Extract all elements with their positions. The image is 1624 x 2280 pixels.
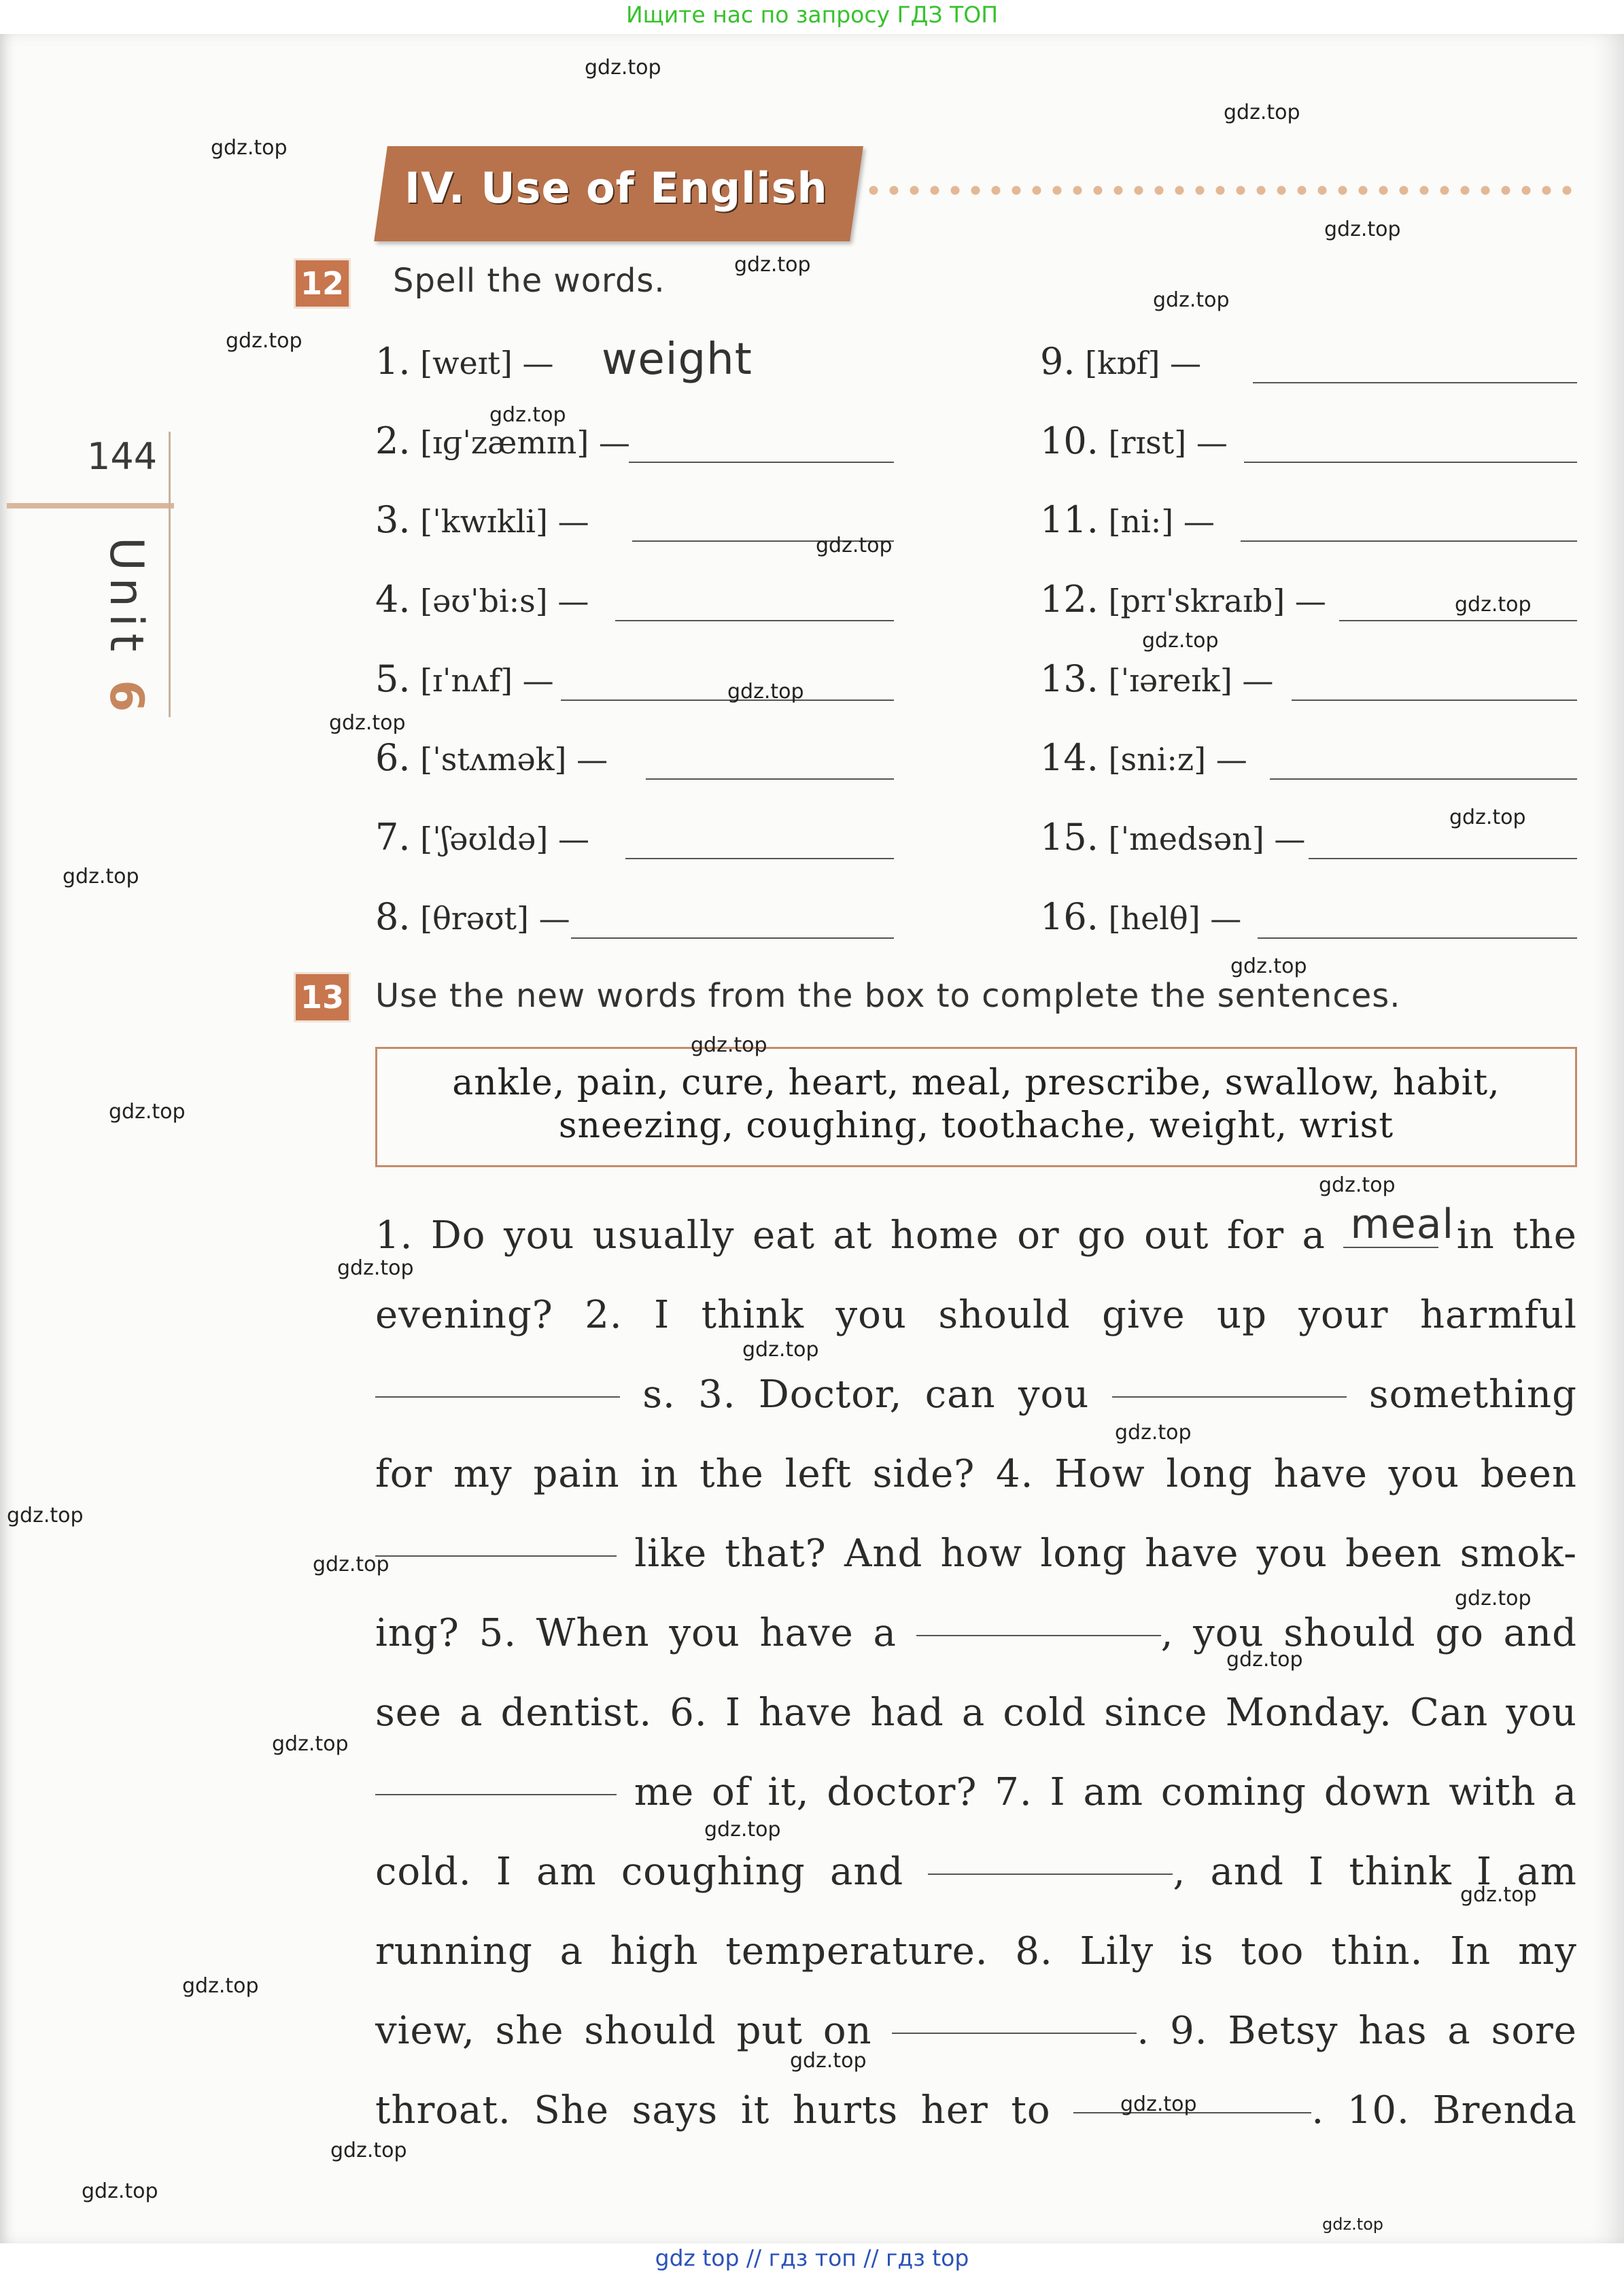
sentence-word: high <box>610 1929 699 1973</box>
sentence-word: to <box>1011 2088 1051 2132</box>
sentence-word: I <box>496 1850 512 1894</box>
answer-blank[interactable] <box>375 1555 617 1557</box>
spell-answer-blank[interactable] <box>571 937 894 939</box>
sentence-word: for <box>375 1452 433 1496</box>
spell-item-number: 10. <box>1040 419 1099 462</box>
sentence-line <box>375 1196 1577 1258</box>
sentence-line <box>375 1992 1577 2053</box>
watermark-text: gdz.top <box>1230 954 1307 978</box>
exercise-12-badge: 12 <box>294 258 351 309</box>
watermark-text: gdz.top <box>313 1553 390 1576</box>
sentence-line <box>375 1594 1577 1655</box>
sentence-word: have <box>1145 1532 1239 1576</box>
sentence-word: you <box>835 1293 907 1337</box>
spell-item-dash: — <box>1215 741 1247 778</box>
sentence-word: a <box>559 1929 583 1973</box>
spell-item-dash: — <box>557 503 589 540</box>
spell-answer-blank[interactable] <box>1258 937 1577 939</box>
sentence-word: go <box>1435 1611 1484 1655</box>
sentence-word: me <box>634 1770 695 1814</box>
sentence-word: 2. <box>585 1293 623 1337</box>
sentence-word: 5. <box>479 1611 517 1655</box>
spell-item-dash: — <box>522 662 554 699</box>
spell-item <box>1040 657 1624 725</box>
sentence-word: coming <box>1160 1770 1307 1814</box>
spell-item-number: 3. <box>375 498 411 541</box>
sentence-word: eat <box>752 1213 815 1258</box>
spell-item-transcription: [weɪt] <box>410 345 523 381</box>
spell-item <box>375 578 987 646</box>
spell-item <box>375 816 987 884</box>
sentence-word: 10. <box>1347 2088 1410 2132</box>
sentence-word: think <box>1349 1850 1452 1894</box>
spell-item-transcription: [ˈmedsən] <box>1098 821 1275 857</box>
watermark-text: gdz.top <box>226 329 303 353</box>
sentence-word: should <box>938 1293 1071 1337</box>
sentence-word: should <box>1283 1611 1416 1655</box>
spell-item-dash: — <box>1170 345 1202 381</box>
margin-divider <box>169 432 171 717</box>
answer-blank[interactable] <box>928 1873 1173 1875</box>
spell-answer-blank[interactable] <box>1270 778 1577 780</box>
sentence-line <box>375 1833 1577 1894</box>
sentence-blank-group <box>928 1850 1186 1894</box>
sentence-word: it, <box>767 1770 810 1814</box>
spell-answer-blank[interactable] <box>1292 699 1577 701</box>
sentence-word: go <box>1077 1213 1126 1258</box>
sentence-word: harmful <box>1419 1293 1577 1337</box>
sentence-word: Do <box>430 1213 486 1258</box>
spell-item-dash: — <box>557 821 589 857</box>
margin-rule <box>7 503 174 508</box>
spell-item-dash: — <box>1196 424 1228 461</box>
spell-item-dash: — <box>576 741 608 778</box>
spell-item <box>375 895 987 963</box>
sentence-word: you <box>1018 1372 1090 1417</box>
unit-number: 6 <box>99 680 153 719</box>
sentence-word: running <box>375 1929 533 1973</box>
unit-word: Unit <box>99 537 153 659</box>
watermark-text: gdz.top <box>704 1818 781 1842</box>
spell-answer-blank[interactable] <box>1309 858 1577 859</box>
sentence-line <box>375 1515 1577 1576</box>
sentence-word: long <box>1040 1532 1127 1576</box>
watermark-text: gdz.top <box>337 1256 414 1280</box>
sentence-word: I <box>654 1293 670 1337</box>
sentence-word: her <box>920 2088 988 2132</box>
sentence-line <box>375 2071 1577 2132</box>
sentence-word: at <box>833 1213 873 1258</box>
sentence-word: I <box>725 1691 741 1735</box>
spell-item-dash: — <box>538 900 570 937</box>
sentence-word: of <box>712 1770 750 1814</box>
sentence-word: doctor? <box>827 1770 978 1814</box>
sentence-word: you <box>1388 1452 1460 1496</box>
spell-item <box>1040 736 1624 804</box>
watermark-text: gdz.top <box>585 56 661 80</box>
sentence-word: out <box>1144 1213 1209 1258</box>
sentence-word: the <box>699 1452 764 1496</box>
sentence-word: usually <box>592 1213 735 1258</box>
sentence-word: s. <box>642 1372 676 1417</box>
sentence-blank-group <box>892 2009 1150 2053</box>
sentence-word: view, <box>375 2009 475 2053</box>
sentence-word: see <box>375 1691 443 1735</box>
sentence-word: been <box>1345 1532 1442 1576</box>
page-number: 144 <box>87 435 158 478</box>
spell-item <box>375 736 987 804</box>
sentence-word: the <box>1513 1213 1577 1258</box>
watermark-text: gdz.top <box>790 2049 867 2073</box>
spell-item-number: 6. <box>375 736 411 779</box>
sentence-word: have <box>759 1691 853 1735</box>
spell-item-transcription: [prɪˈskraɪb] <box>1098 583 1295 619</box>
sentence-word: side? <box>872 1452 975 1496</box>
sentence-word: coughing <box>621 1850 806 1894</box>
punctuation: . <box>1137 2009 1150 2053</box>
sentence-word: says <box>632 2088 719 2132</box>
exercise-13-badge: 13 <box>294 972 351 1022</box>
spell-item-dash: — <box>1210 900 1242 937</box>
sentence-line <box>375 1355 1577 1417</box>
sentence-word: 4. <box>995 1452 1034 1496</box>
watermark-text: gdz.top <box>82 2179 158 2203</box>
spell-answer-blank[interactable] <box>646 778 894 780</box>
watermark-text: gdz.top <box>1460 1883 1537 1907</box>
watermark-text: gdz.top <box>182 1974 259 1998</box>
sentence-word: put <box>736 2009 803 2053</box>
sentence-word: I <box>1309 1850 1325 1894</box>
spell-item-number: 1. <box>375 340 411 383</box>
sentence-word: that? <box>725 1532 827 1576</box>
spell-item-number: 16. <box>1040 895 1099 938</box>
sentence-word: a <box>1302 1213 1326 1258</box>
sentence-line <box>375 1674 1577 1735</box>
spell-item-transcription: [ˈʃəʊldə] <box>410 821 558 857</box>
exercise-13-instruction: Use the new words from the box to complete the sentences. <box>375 977 1401 1015</box>
sentence-blank-group <box>916 1611 1174 1655</box>
sentence-word: When <box>536 1611 650 1655</box>
sentence-word: give <box>1102 1293 1186 1337</box>
sentence-blank-group <box>1073 2088 1324 2132</box>
sentence-word: am <box>1517 1850 1577 1894</box>
sentence-word: you <box>503 1213 575 1258</box>
sentence-word: you <box>669 1611 740 1655</box>
sentence-word: and <box>1503 1611 1577 1655</box>
spell-item-number: 11. <box>1040 498 1099 541</box>
sentence-word: And <box>844 1532 923 1576</box>
sentence-word: can <box>925 1372 996 1417</box>
sentence-line <box>375 1753 1577 1814</box>
sentence-word: ing? <box>375 1611 460 1655</box>
watermark-text: gdz.top <box>816 534 893 557</box>
watermark-text: gdz.top <box>1142 629 1219 653</box>
punctuation: , <box>1160 1611 1174 1655</box>
sentence-word: am <box>1083 1770 1144 1814</box>
sentence-word: been <box>1480 1452 1577 1496</box>
watermark-text: gdz.top <box>1115 1421 1192 1445</box>
spell-item-transcription: [sni:z] <box>1098 741 1216 778</box>
sentence-word: you <box>1506 1691 1577 1735</box>
word-box <box>375 1047 1577 1167</box>
spell-item-transcription: [ˈkwɪkli] <box>410 503 558 540</box>
spell-item-transcription: [kɒf] <box>1075 345 1171 381</box>
watermark-text: gdz.top <box>1455 593 1532 617</box>
spell-item <box>375 498 987 566</box>
sentence-word: up <box>1217 1293 1267 1337</box>
filled-answer: meal <box>1350 1201 1455 1248</box>
sentence-word: my <box>453 1452 513 1496</box>
sentence-word: sore <box>1491 2009 1577 2053</box>
spell-item-dash: — <box>557 583 589 619</box>
sentence-word: think <box>701 1293 805 1337</box>
sentence-word: evening? <box>375 1293 553 1337</box>
sentence-word: 8. <box>1015 1929 1053 1973</box>
spell-answer-blank[interactable] <box>1241 540 1577 542</box>
sentence-word: 9. <box>1170 2009 1208 2053</box>
sentence-word: your <box>1298 1293 1389 1337</box>
sentence-word: 6. <box>670 1691 708 1735</box>
sentence-word: a <box>460 1691 483 1735</box>
spell-answer[interactable]: weight <box>602 334 753 385</box>
sentence-word: dentist. <box>500 1691 653 1735</box>
punctuation: . <box>1311 2088 1325 2132</box>
exercise-12-instruction: Spell the words. <box>393 262 666 300</box>
sentence-line <box>375 1276 1577 1337</box>
spell-item-number: 15. <box>1040 816 1099 859</box>
spell-answer-blank[interactable] <box>629 462 894 463</box>
sentence-word: a <box>873 1611 897 1655</box>
sentence-word: something <box>1368 1372 1577 1417</box>
spell-item-dash: — <box>522 345 554 381</box>
watermark-text: gdz.top <box>1449 806 1526 829</box>
sentence-word: you <box>1193 1611 1264 1655</box>
sentence-word: 7. <box>995 1770 1033 1814</box>
sentence-word: pain <box>533 1452 620 1496</box>
answer-blank[interactable] <box>375 1794 617 1795</box>
spell-item-transcription: [ɪɡˈzæmɪn] <box>410 424 599 461</box>
sentence-word: my <box>1518 1929 1577 1973</box>
sentence-word: home <box>890 1213 999 1258</box>
sentence-word: temperature. <box>725 1929 988 1973</box>
spell-item-dash: — <box>1274 821 1306 857</box>
answer-blank[interactable] <box>375 1396 620 1398</box>
spell-item <box>1040 895 1624 963</box>
watermark-text: gdz.top <box>1224 101 1300 124</box>
answer-blank[interactable] <box>892 2033 1137 2034</box>
sentence-word: Can <box>1410 1691 1489 1735</box>
sentence-word: in <box>1456 1213 1495 1258</box>
word-box-line-1: ankle, pain, cure, heart, meal, prescribe, swallow, habit, <box>452 1063 1500 1103</box>
sentence-word: on <box>823 2009 872 2053</box>
sentence-word: since <box>1104 1691 1208 1735</box>
spell-item <box>1040 578 1624 646</box>
sentence-word: with <box>1449 1770 1536 1814</box>
sentence-word: Brenda <box>1432 2088 1577 2132</box>
sentence-word: she <box>495 2009 564 2053</box>
spell-item-number: 4. <box>375 578 411 621</box>
sentence-word: have <box>1273 1452 1368 1496</box>
spell-item-dash: — <box>1294 583 1326 619</box>
spell-item-transcription: [helθ] <box>1098 900 1211 937</box>
sentence-word: down <box>1324 1770 1432 1814</box>
sentence-word: hurts <box>792 2088 899 2132</box>
sentence-word: I <box>1476 1850 1493 1894</box>
sentence-word: Doctor, <box>758 1372 903 1417</box>
watermark-text: gdz.top <box>489 403 566 427</box>
sentence-word: am <box>536 1850 597 1894</box>
punctuation: , <box>1173 1850 1186 1894</box>
sentence-word: and <box>829 1850 904 1894</box>
spell-item-transcription: [ˈɪəreɪk] <box>1098 662 1243 699</box>
watermark-text: gdz.top <box>1120 2092 1197 2116</box>
spell-answer-blank[interactable] <box>1244 462 1577 463</box>
spell-item <box>1040 419 1624 487</box>
spell-item-number: 9. <box>1040 340 1075 383</box>
spell-item-transcription: [rɪst] <box>1098 424 1196 461</box>
sentence-word: for <box>1226 1213 1285 1258</box>
sentence-word: a <box>961 1691 986 1735</box>
watermark-text: gdz.top <box>7 1504 84 1527</box>
sentence-blank-group <box>1112 1372 1347 1417</box>
spell-item-number: 2. <box>375 419 411 462</box>
word-box-line-2: sneezing, coughing, toothache, weight, wrist <box>558 1105 1394 1146</box>
spell-item-number: 7. <box>375 816 411 859</box>
sentence-word: is <box>1180 1929 1214 1973</box>
sentence-word: Betsy <box>1228 2009 1338 2053</box>
sentence-blank-group <box>375 1372 620 1417</box>
sentence-word: In <box>1450 1929 1491 1973</box>
watermark-text: gdz.top <box>734 253 811 277</box>
section-title: IV. Use of English <box>404 163 828 213</box>
watermark-text: gdz.top <box>727 680 804 704</box>
spell-item-number: 13. <box>1040 657 1099 700</box>
sentence-word: how <box>940 1532 1023 1576</box>
sentence-word: has <box>1358 2009 1428 2053</box>
watermark-text: gdz.top <box>63 865 139 888</box>
sentence-word: had <box>870 1691 944 1735</box>
answer-blank[interactable] <box>916 1635 1161 1636</box>
watermark-text: gdz.top <box>329 711 406 735</box>
watermark-text: gdz.top <box>211 136 288 160</box>
sentence-word: thin. <box>1331 1929 1423 1973</box>
sentence-word: cold. <box>375 1850 472 1894</box>
spell-answer-blank[interactable] <box>615 620 894 621</box>
sentence-word: How <box>1054 1452 1145 1496</box>
watermark-text: gdz.top <box>1455 1587 1532 1610</box>
sentence-word: long <box>1166 1452 1253 1496</box>
spell-answer-blank[interactable] <box>1253 382 1577 383</box>
watermark-text: gdz.top <box>330 2139 407 2162</box>
sentence-word: cold <box>1003 1691 1087 1735</box>
sentence-word: 1. <box>375 1213 413 1258</box>
spell-item-transcription: [əʊˈbi:s] <box>410 583 558 619</box>
bottom-banner[interactable]: gdz top // гдз топ // гдз top <box>655 2245 969 2271</box>
sentence-word: smok- <box>1459 1532 1577 1576</box>
watermark-text: gdz.top <box>742 1338 819 1362</box>
sentence-word: have <box>759 1611 854 1655</box>
watermark-text: gdz.top <box>1324 218 1401 241</box>
sentence-word: should <box>584 2009 716 2053</box>
sentence-word: it <box>740 2088 770 2132</box>
sentence-word: Lily <box>1079 1929 1154 1973</box>
sentence-word: in <box>640 1452 679 1496</box>
sentence-word: you <box>1256 1532 1328 1576</box>
spell-item <box>1040 340 1624 408</box>
sentence-word: like <box>634 1532 708 1576</box>
sentence-word: throat. <box>375 2088 511 2132</box>
spell-item-dash: — <box>598 424 630 461</box>
filled-answer-blank[interactable] <box>1343 1201 1455 1248</box>
sentence-word: She <box>534 2088 609 2132</box>
sentence-blank-group <box>375 1532 617 1576</box>
watermark-text: gdz.top <box>109 1100 186 1124</box>
spell-item-number: 14. <box>1040 736 1099 779</box>
spell-item-dash: — <box>1242 662 1274 699</box>
answer-blank[interactable] <box>1112 1396 1347 1398</box>
watermark-text: gdz.top <box>691 1033 767 1057</box>
spell-item-dash: — <box>1183 503 1215 540</box>
sentence-word: too <box>1241 1929 1305 1973</box>
spell-item <box>375 419 987 487</box>
spell-item-number: 12. <box>1040 578 1099 621</box>
watermark-text: gdz.top <box>272 1732 349 1756</box>
spell-item-number: 8. <box>375 895 411 938</box>
spell-answer-blank[interactable] <box>1339 620 1577 621</box>
sentence-line <box>375 1912 1577 1973</box>
spell-item-transcription: [ni:] <box>1098 503 1184 540</box>
sentence-word: a <box>1553 1770 1577 1814</box>
sentence-word: left <box>784 1452 852 1496</box>
sentence-word: and <box>1210 1850 1284 1894</box>
watermark-text: gdz.top <box>1153 288 1230 312</box>
sentence-blank-group <box>375 1770 617 1814</box>
spell-item-transcription: [θrəʊt] <box>410 900 539 937</box>
sentence-word: or <box>1017 1213 1060 1258</box>
watermark-text: gdz.top <box>1319 1173 1396 1197</box>
sentence-word: Monday. <box>1225 1691 1392 1735</box>
unit-label <box>99 537 153 741</box>
spell-item-number: 5. <box>375 657 411 700</box>
sentence-word: a <box>1447 2009 1471 2053</box>
section-dotted-rule <box>863 184 1577 197</box>
spell-item-transcription: [ɪˈnʌf] <box>410 662 523 699</box>
spell-item <box>1040 498 1624 566</box>
spell-item <box>1040 816 1624 884</box>
sentence-line <box>375 1435 1577 1496</box>
sentence-word: I <box>1050 1770 1066 1814</box>
spell-item-transcription: [ˈstʌmək] <box>410 741 577 778</box>
spell-answer-blank[interactable] <box>625 858 894 859</box>
watermark-text: gdz.top <box>1226 1648 1303 1672</box>
watermark-text: gdz.top <box>1322 2215 1384 2234</box>
sentence-word: 3. <box>698 1372 736 1417</box>
top-banner[interactable]: Ищите нас по запросу ГДЗ ТОП <box>625 1 999 28</box>
spell-item <box>375 657 987 725</box>
